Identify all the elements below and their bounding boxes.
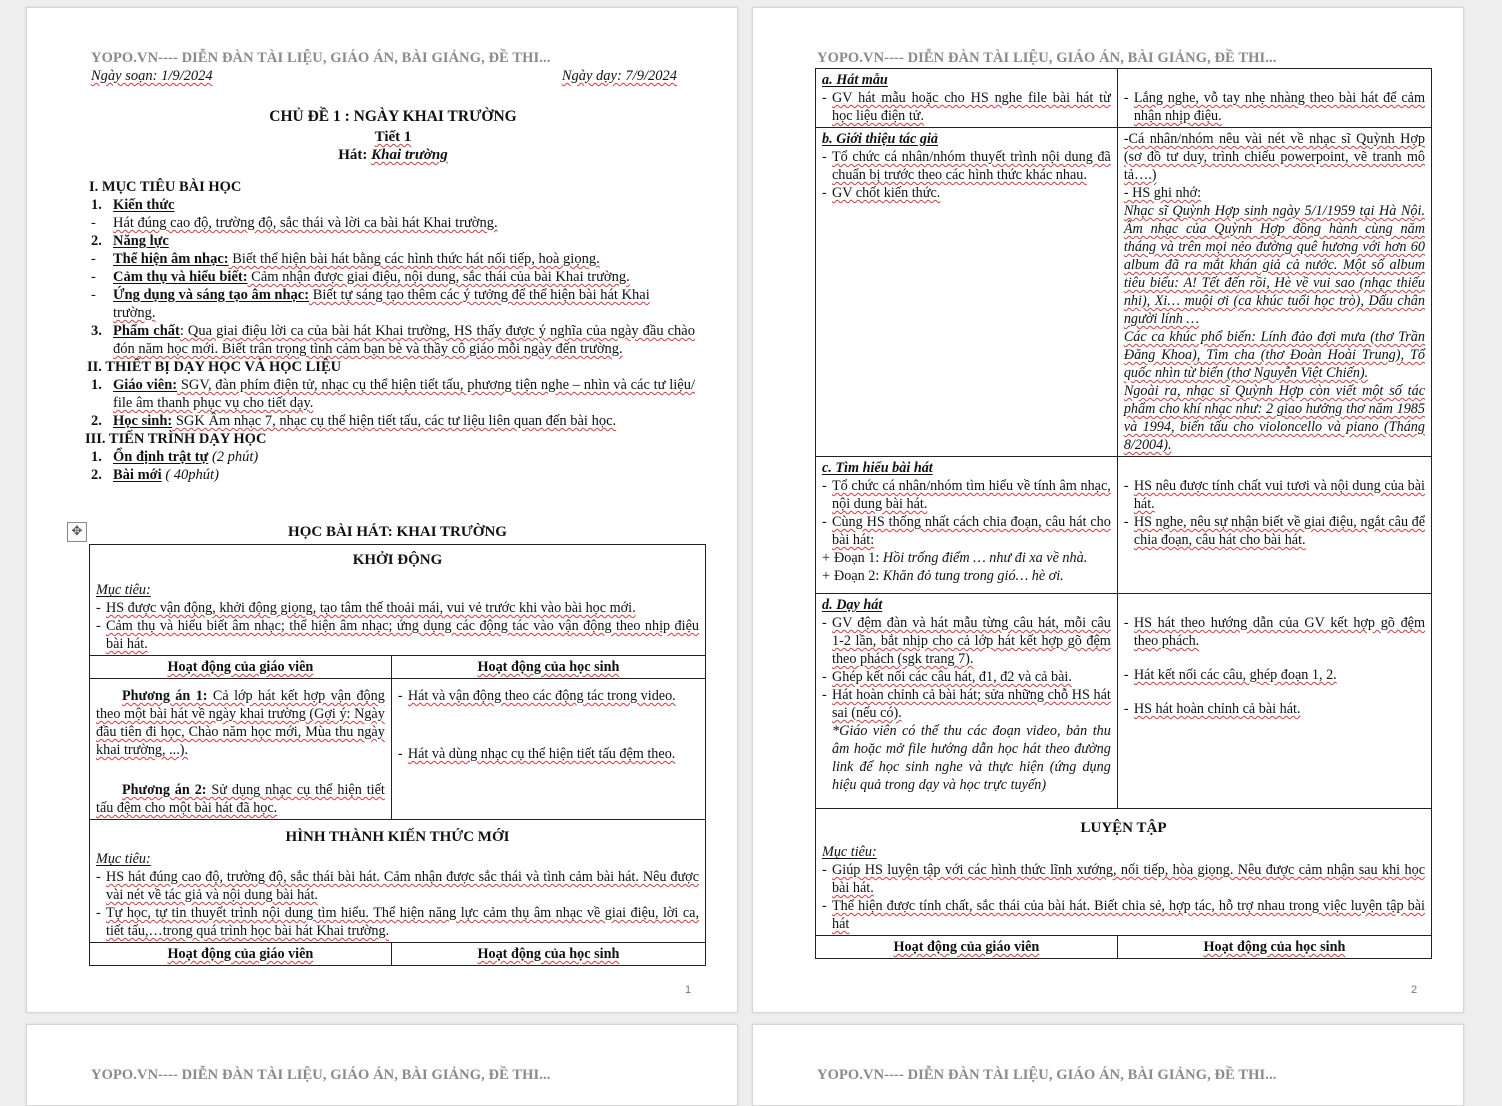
item-1-2 bbox=[91, 232, 695, 250]
activity-table bbox=[89, 544, 706, 966]
activity-table-2 bbox=[815, 68, 1432, 959]
step-a-student: - Lắng nghe, vỗ tay nhẹ nhàng theo bài hát để cảm nhận nhịp điệu. bbox=[1124, 89, 1425, 125]
page-header: YOPO.VN---- DIỄN ĐÀN TÀI LIỆU, GIÁO ÁN, BÀI GIẢNG, ĐỀ THI... bbox=[817, 50, 1277, 66]
item-1-2-a: - Thể hiện âm nhạc: Biết thể hiện bài hát bằng các hình thức hát nối tiếp, hoà giọng. bbox=[91, 251, 600, 267]
step-d-student-3: - HS hát hoàn chỉnh cả bài hát. bbox=[1124, 700, 1425, 718]
page-4 bbox=[752, 1024, 1464, 1106]
item-3-2 bbox=[91, 466, 695, 484]
step-d-teacher-3: - Hát hoàn chỉnh cả bài hát; sửa những chỗ HS hát sai (nếu có). bbox=[822, 686, 1111, 722]
bold: Cảm thụ và hiểu biết: bbox=[113, 269, 248, 285]
num: 2. bbox=[91, 467, 102, 483]
page-header: YOPO.VN---- DIỄN ĐÀN TÀI LIỆU, GIÁO ÁN, BÀI GIẢNG, ĐỀ THI... bbox=[91, 50, 551, 66]
new-knowledge-title: HÌNH THÀNH KIẾN THỨC MỚI bbox=[285, 829, 510, 845]
step-c-teacher-1: - Tổ chức cá nhân/nhóm tìm hiểu về tính âm nhạc, nội dung bài hát. bbox=[822, 477, 1111, 513]
num: 1. bbox=[91, 449, 102, 465]
objective-label-2: Mục tiêu: bbox=[96, 851, 151, 867]
step-b-title: b. Giới thiệu tác giả bbox=[822, 131, 938, 147]
step-c-student-1: - HS nêu được tính chất vui tươi và nội dung của bài hát. bbox=[1124, 477, 1425, 513]
step-d-teacher-2: - Ghép kết nối các câu hát, đ1, đ2 và cả bài. bbox=[822, 668, 1111, 686]
item-title: Kiến thức bbox=[113, 197, 175, 213]
warmup-objective-1: - HS được vận động, khởi động giọng, tạo tâm thế thoải mái, vui vẻ trước khi vào bài học mới. bbox=[96, 599, 699, 617]
lesson-table bbox=[89, 544, 706, 966]
text: Biết tự sáng tạo thêm các ý tưởng để thể hiện bài hát Khai trường. bbox=[113, 287, 650, 321]
step-d-student-1: - HS hát theo hướng dẫn của GV kết hợp gõ đệm theo phách. bbox=[1124, 614, 1425, 650]
num: 1. bbox=[91, 197, 102, 213]
step-a-teacher: - GV hát mẫu hoặc cho HS nghe file bài hát từ học liệu điện tử. bbox=[822, 89, 1111, 125]
page-number: 1 bbox=[685, 984, 692, 996]
lesson-body bbox=[85, 106, 695, 484]
lesson-number: Tiết 1 bbox=[374, 129, 412, 145]
page-1 bbox=[26, 7, 738, 1013]
step-d-teacher-1: - GV đệm đàn và hát mẫu từng câu hát, mỗi câu 1-2 lần, bắt nhịp cho cả lớp hát kết hợp gõ đệm theo phách (sgk trang 7). bbox=[822, 614, 1111, 668]
item-1-3 bbox=[91, 322, 695, 358]
objective-label: Mục tiêu: bbox=[96, 582, 151, 598]
composer-bio: Nhạc sĩ Quỳnh Hợp sinh ngày 5/1/1959 tại Hà Nội. Âm nhạc của Quỳnh Hợp đồng hành cùng năm tháng và trên mọi nẻo đường quê hương với hơn 60 album đã ra mắt khán giả cả nước. Một số album tiêu biểu: A! Tết đến rồi, Hè về vui sao (nhạc thiếu nhi), Xi… muội ơi (ca khúc tuổi học trò), Dấu chân người lính … bbox=[1123, 203, 1425, 327]
warmup-objective-2: - Cảm thụ và hiểu biết âm nhạc; thể hiện âm nhạc; ứng dụng các động tác vào vận động theo nhịp điệu bài hát. bbox=[96, 617, 699, 653]
item-title: Năng lực bbox=[113, 233, 169, 249]
item-title: Ổn định trật tự bbox=[113, 449, 209, 465]
item-title: Bài mới bbox=[113, 467, 162, 483]
practice-objective-1: - Giúp HS luyện tập với các hình thức lĩnh xướng, nối tiếp, hòa giọng. Nêu được cảm nhận sau khi học bài hát. bbox=[822, 861, 1425, 897]
num: 1. bbox=[91, 377, 102, 393]
step-d-title: d. Dạy hát bbox=[822, 597, 883, 613]
label: Đoạn 2: bbox=[834, 568, 883, 584]
composer-instrumental: Ngoài ra, nhạc sĩ Quỳnh Hợp còn viết một số tác phẩm cho khí nhạc như: 2 giao hưởng thơ năm 1985 và 1994, biến tấu cho violoncello và piano (Tháng 8/2004). bbox=[1123, 383, 1425, 453]
dates-row bbox=[91, 68, 677, 85]
col-student-header-2: Hoạt động của học sinh bbox=[391, 943, 705, 966]
text: ( 40phút) bbox=[161, 467, 219, 483]
composer-songs: Các ca khúc phổ biến: Lính đảo đợi mưa (thơ Trần Đăng Khoa), Tìm cha (thơ Đoàn Hoài Trung), Tổ quốc nhìn từ biển (thơ Nguyễn Việt Chiến). bbox=[1123, 329, 1425, 381]
section-1-heading: I. MỤC TIÊU BÀI HỌC bbox=[89, 179, 242, 195]
step-c-part-1 bbox=[822, 549, 1111, 567]
step-b-teacher-2: - GV chốt kiến thức. bbox=[822, 184, 1111, 202]
item-1-2-b: - Cảm thụ và hiểu biết: Cảm nhận được giai điệu, nội dung, sắc thái của bài Khai trường. bbox=[91, 269, 630, 285]
bold: Ứng dụng và sáng tạo âm nhạc: bbox=[113, 287, 310, 303]
label: Đoạn 1: bbox=[834, 550, 883, 566]
item-3-1 bbox=[91, 448, 695, 466]
option-1-label: Phương án 1: bbox=[122, 688, 208, 704]
lesson-table-continued bbox=[815, 68, 1432, 959]
text: Cảm nhận được giai điệu, nội dung, sắc thái của bài Khai trường. bbox=[247, 269, 630, 285]
option-2-student: - Hát và dùng nhạc cụ thể hiện tiết tấu đệm theo. bbox=[398, 745, 699, 763]
option-1-text: Cả lớp hát kết hợp vận động theo một bài hát về ngày khai trường (Gợi ý: Ngày đầu tiên đi học, Chào năm học mới, Mùa thu ngày khai trường, ...). bbox=[96, 688, 385, 758]
date-taught: Ngày dạy: 7/9/2024 bbox=[561, 68, 677, 84]
topic-title: CHỦ ĐỀ 1 : NGÀY KHAI TRƯỜNG bbox=[269, 108, 517, 125]
item-1-2-c: - Ứng dụng và sáng tạo âm nhạc: Biết tự sáng tạo thêm các ý tưởng để thể hiện bài hát Khai trường. bbox=[91, 287, 650, 321]
col-teacher-header: Hoạt động của giáo viên bbox=[90, 656, 392, 679]
page-3 bbox=[26, 1024, 738, 1106]
song-prefix: Hát: bbox=[338, 147, 372, 163]
step-c-teacher-2: - Cùng HS thống nhất cách chia đoạn, câu hát cho bài hát: bbox=[822, 513, 1111, 549]
text: SGK Âm nhạc 7, nhạc cụ thể hiện tiết tấu, các tư liệu liên quan đến bài học. bbox=[172, 413, 617, 429]
text: (2 phút) bbox=[208, 449, 259, 465]
step-b-student-1: -Cá nhân/nhóm nêu vài nét về nhạc sĩ Quỳnh Hợp (sơ đồ tư duy, trình chiếu powerpoint, vẽ tranh mô tả….) bbox=[1123, 131, 1425, 183]
item-2-1 bbox=[91, 376, 695, 412]
step-a-title: a. Hát mẫu bbox=[822, 72, 888, 88]
new-knowledge-objective-2: - Tự học, tự tin thuyết trình nội dung tìm hiểu. Thể hiện năng lực cảm thụ âm nhạc về giai điệu, lời ca, tiết tấu,…trong quá trình học bài hát Khai trường. bbox=[96, 904, 699, 940]
col-student-header: Hoạt động của học sinh bbox=[391, 656, 705, 679]
option-1 bbox=[96, 687, 385, 759]
step-d-teacher-note: *Giáo viên có thể thu các đoạn video, bản thu âm hoặc mở file hướng dẫn học hát theo đường link để học sinh nghe và thực hiện (ứng dụng hiệu quả trong dạy và học trực tuyến) bbox=[832, 723, 1111, 793]
item-title: Học sinh: bbox=[113, 413, 173, 429]
text: Hồi trống điểm … như đi xa về nhà. bbox=[882, 550, 1088, 566]
page-header: YOPO.VN---- DIỄN ĐÀN TÀI LIỆU, GIÁO ÁN, BÀI GIẢNG, ĐỀ THI... bbox=[91, 1067, 551, 1083]
section-3-heading: III. TIẾN TRÌNH DẠY HỌC bbox=[85, 431, 267, 447]
step-c-title: c. Tìm hiểu bài hát bbox=[822, 460, 933, 476]
objective-label: Mục tiêu: bbox=[822, 844, 877, 860]
table-move-handle-icon[interactable]: ✥ bbox=[67, 522, 87, 542]
step-c-part-2 bbox=[822, 567, 1111, 585]
section-2-heading: II. THIẾT BỊ DẠY HỌC VÀ HỌC LIỆU bbox=[87, 359, 342, 375]
song-line bbox=[91, 146, 695, 164]
bold: Thể hiện âm nhạc: bbox=[113, 251, 229, 267]
text: Hát đúng cao độ, trường độ, sắc thái và lời ca bài hát Khai trường. bbox=[113, 215, 498, 231]
practice-title: LUYỆN TẬP bbox=[1080, 820, 1167, 836]
step-d-student-2: - Hát kết nối các câu, ghép đoạn 1, 2. bbox=[1124, 666, 1425, 684]
item-2-2 bbox=[91, 412, 695, 430]
page-header: YOPO.VN---- DIỄN ĐÀN TÀI LIỆU, GIÁO ÁN, BÀI GIẢNG, ĐỀ THI... bbox=[817, 1067, 1277, 1083]
date-prepared: Ngày soạn: 1/9/2024 bbox=[91, 68, 213, 84]
step-b-teacher-1: - Tổ chức cá nhân/nhóm thuyết trình nội dung đã chuẩn bị trước theo các hình thức khác nhau. bbox=[822, 148, 1111, 184]
text: SGV, đàn phím điện tử, nhạc cụ thể hiện tiết tấu, phương tiện nghe – nhìn và các tư liệu/ file âm thanh phục vụ cho tiết dạy. bbox=[113, 377, 695, 411]
option-2 bbox=[96, 781, 385, 817]
num: 3. bbox=[91, 323, 102, 339]
col-student-header: Hoạt động của học sinh bbox=[1117, 936, 1431, 959]
num: 2. bbox=[91, 413, 102, 429]
step-b-student-2: - HS ghi nhớ: bbox=[1123, 185, 1202, 201]
num: 2. bbox=[91, 233, 102, 249]
option-2-text: Sử dụng nhạc cụ thể hiện tiết tấu đệm cho một bài hát đã học. bbox=[96, 782, 385, 816]
item-1-1 bbox=[91, 196, 695, 214]
text: Khăn đỏ tung trong gió… hè ơi. bbox=[882, 568, 1064, 584]
item-title: Phẩm chất bbox=[113, 323, 180, 339]
text: : Qua giai điệu lời ca của bài hát Khai trường, HS thấy được ý nghĩa của ngày đầu chào đón năm học mới. Biết trân trọng tình cảm bạn bè và thầy cô giáo mỗi ngày đến trường. bbox=[113, 323, 695, 357]
col-teacher-header: Hoạt động của giáo viên bbox=[816, 936, 1118, 959]
page-2 bbox=[752, 7, 1464, 1013]
step-c-student-2: - HS nghe, nêu sự nhận biết về giai điệu, ngắt câu để chia đoạn, câu hát cho bài hát. bbox=[1124, 513, 1425, 549]
practice-objective-2: - Thể hiện được tính chất, sắc thái của bài hát. Biết chia sẻ, hợp tác, hỗ trợ nhau trong việc luyện tập bài hát bbox=[822, 897, 1425, 933]
new-knowledge-objective-1: - HS hát đúng cao độ, trường độ, sắc thái bài hát. Cảm nhận được sắc thái và tình cảm bài hát. Nêu được vài nét về tác giả và nội dung bài hát. bbox=[96, 868, 699, 904]
page-number: 2 bbox=[1411, 984, 1418, 996]
text: Biết thể hiện bài hát bằng các hình thức hát nối tiếp, hoà giọng. bbox=[228, 251, 600, 267]
item-1-1-a bbox=[91, 214, 695, 232]
col-teacher-header-2: Hoạt động của giáo viên bbox=[90, 943, 392, 966]
table-title: HỌC BÀI HÁT: KHAI TRƯỜNG bbox=[288, 524, 507, 540]
option-2-label: Phương án 2: bbox=[122, 782, 207, 798]
warmup-title: KHỞI ĐỘNG bbox=[352, 552, 443, 568]
option-1-student: - Hát và vận động theo các động tác trong video. bbox=[398, 687, 699, 705]
item-title: Giáo viên: bbox=[113, 377, 178, 393]
song-name: Khai trường bbox=[371, 147, 448, 163]
